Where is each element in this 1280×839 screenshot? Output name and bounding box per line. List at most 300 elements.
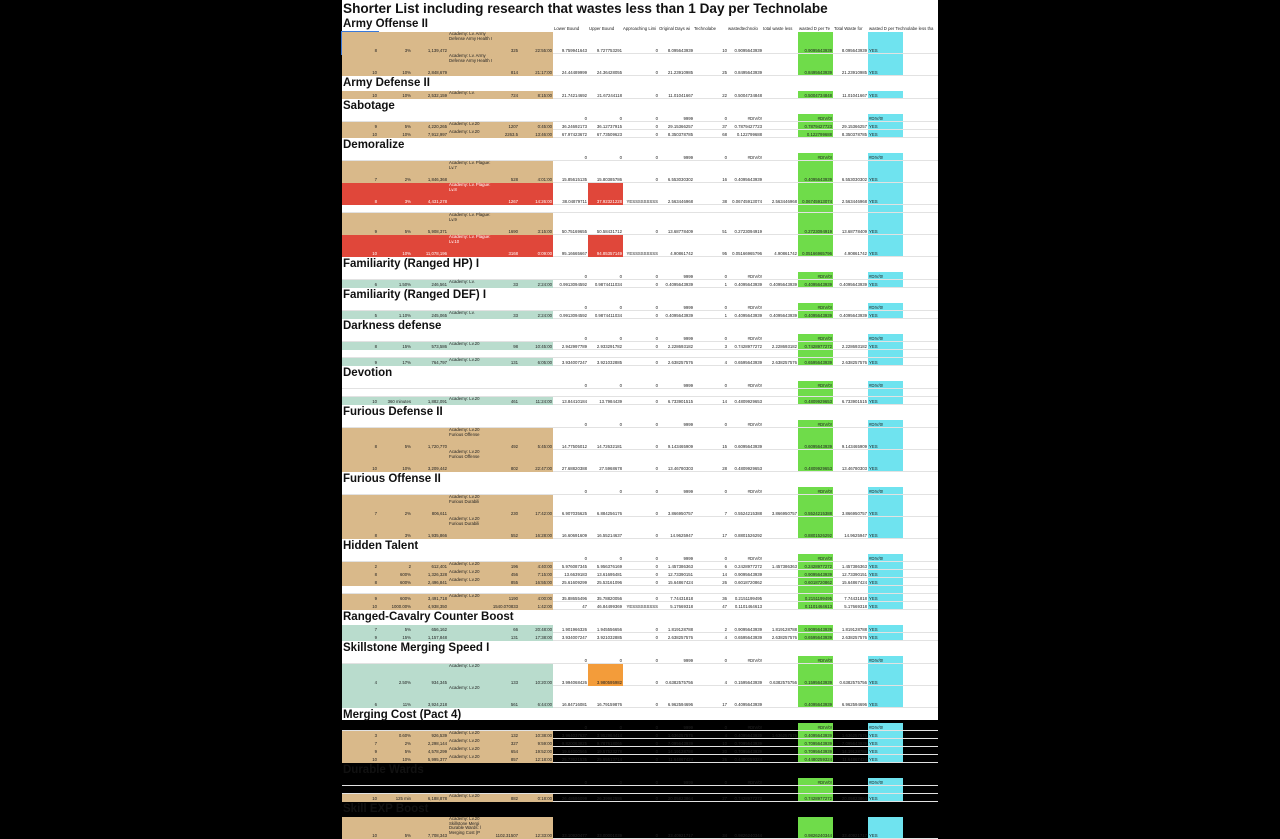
cell-d[interactable]: Academy: Lv.20 Furious Offense xyxy=(448,428,492,450)
cell-n[interactable]: 0.9095643939 xyxy=(804,47,832,53)
cell-c[interactable]: 4,578,299 xyxy=(412,747,448,755)
table-row[interactable] xyxy=(342,450,938,472)
cell-h[interactable]: 37.92321228 xyxy=(588,183,623,205)
cell-d[interactable]: Academy: Lv. Plague: Lv.10 xyxy=(448,235,492,257)
cell-c[interactable]: 245,065 xyxy=(412,311,448,319)
cell-b[interactable]: 11% xyxy=(378,686,412,708)
cell-a[interactable]: 10 xyxy=(342,794,378,802)
cell-l[interactable]: 0.6595643939 xyxy=(734,634,762,640)
table-row[interactable] xyxy=(342,786,938,794)
cell-f[interactable] xyxy=(519,554,553,562)
cell-g[interactable]: 0 xyxy=(584,304,587,310)
cell-d[interactable]: Academy: Lv.20 Furious Offense xyxy=(448,450,492,472)
cell-e[interactable]: 66 xyxy=(492,625,519,633)
cell-j[interactable]: 15.64867424 xyxy=(667,579,693,585)
cell-i[interactable]: 0 xyxy=(655,398,658,404)
cell-h[interactable]: 0.9874411034 xyxy=(594,312,622,318)
cell-d[interactable]: Academy: Lv. Plague: Lv.7 xyxy=(448,161,492,183)
cell-b[interactable]: 2% xyxy=(378,739,412,747)
cell-c[interactable]: 934,345 xyxy=(412,664,448,686)
cell-e[interactable]: 1207 xyxy=(492,122,519,130)
cell-e[interactable] xyxy=(492,656,519,664)
cell-h[interactable]: 3.921032885 xyxy=(596,359,622,365)
table-row[interactable] xyxy=(342,122,938,130)
cell-n[interactable]: 0.6595643939 xyxy=(804,634,832,640)
cell-p[interactable]: YES xyxy=(869,832,878,838)
cell-h[interactable]: 0 xyxy=(619,779,622,785)
cell-e[interactable]: 132 xyxy=(492,731,519,739)
cell-g[interactable]: 0 xyxy=(584,273,587,279)
cell-m[interactable] xyxy=(763,122,798,130)
cell-n[interactable]: #DIV/0! xyxy=(817,657,832,663)
cell-g[interactable]: 35.88655496 xyxy=(561,595,587,601)
cell-j[interactable]: 2.638257576 xyxy=(667,634,693,640)
cell-e[interactable]: 882 xyxy=(492,794,519,802)
cell-n[interactable]: 0.1101464613 xyxy=(804,603,832,609)
cell-k[interactable]: 16 xyxy=(722,176,727,182)
col-technolabe[interactable]: Technolabe xyxy=(694,26,716,31)
cell-k[interactable]: 14 xyxy=(722,398,727,404)
cell-d[interactable]: Academy: Lv. Army Defense Army Health I xyxy=(448,32,492,54)
cell-g[interactable]: 0.9913094592 xyxy=(559,281,587,287)
cell-p[interactable]: YES xyxy=(869,443,878,449)
cell-e[interactable] xyxy=(492,114,519,122)
cell-k[interactable]: 95 xyxy=(722,250,727,256)
cell-f[interactable]: 0:09:00 xyxy=(519,235,553,257)
cell-n[interactable]: 0.2151199495 xyxy=(804,595,832,601)
table-row[interactable] xyxy=(342,303,938,311)
col-upper-bound[interactable]: Upper Bound xyxy=(589,26,615,31)
cell-p[interactable]: YES xyxy=(869,131,878,137)
cell-g[interactable]: 3.994068426 xyxy=(561,679,587,685)
cell-e[interactable]: 1267 xyxy=(492,183,519,205)
cell-o[interactable]: 5.17669318 xyxy=(844,603,867,609)
cell-f[interactable] xyxy=(519,420,553,428)
cell-c[interactable]: 2,532,159 xyxy=(412,91,448,99)
cell-n[interactable]: 0.4095643939 xyxy=(804,281,832,287)
cell-p[interactable]: YES xyxy=(869,510,878,516)
cell-o[interactable]: 1.819128788 xyxy=(841,626,867,632)
cell-b[interactable] xyxy=(378,778,412,786)
cell-i[interactable]: 0 xyxy=(655,69,658,75)
cell-a[interactable]: 8 xyxy=(342,428,378,450)
cell-e[interactable]: 561 xyxy=(492,686,519,708)
cell-f[interactable]: 4:01:00 xyxy=(519,161,553,183)
cell-m[interactable] xyxy=(763,723,798,731)
cell-e[interactable] xyxy=(492,723,519,731)
cell-j[interactable]: 1.819128788 xyxy=(667,626,693,632)
cell-a[interactable]: 7 xyxy=(342,495,378,517)
cell-o[interactable]: 2.638257576 xyxy=(841,359,867,365)
cell-h[interactable]: 16.55214637 xyxy=(596,532,622,538)
cell-p[interactable]: YES xyxy=(869,312,878,318)
cell-k[interactable]: 3 xyxy=(724,343,727,349)
cell-h[interactable]: 0.9874411034 xyxy=(594,281,622,287)
cell-b[interactable]: 5% xyxy=(378,625,412,633)
cell-m[interactable] xyxy=(763,153,798,161)
cell-k[interactable]: 20 xyxy=(722,748,727,754)
cell-l[interactable]: 0.6018720862 xyxy=(734,579,762,585)
cell-m[interactable] xyxy=(763,817,798,839)
cell-b[interactable]: 5% xyxy=(378,817,412,839)
cell-i[interactable]: 0 xyxy=(655,740,658,746)
cell-h[interactable]: 0 xyxy=(619,724,622,730)
cell-l[interactable]: 0.9095643939 xyxy=(734,571,762,577)
cell-m[interactable] xyxy=(763,578,798,586)
cell-e[interactable]: 131 xyxy=(492,633,519,641)
cell-d[interactable]: Academy: Lv.20 xyxy=(448,664,492,686)
cell-f[interactable]: 10:20:00 xyxy=(519,664,553,686)
cell-m[interactable] xyxy=(763,381,798,389)
cell-k[interactable]: 14 xyxy=(722,571,727,577)
cell-m[interactable] xyxy=(763,517,798,539)
cell-a[interactable]: 6 xyxy=(342,686,378,708)
table-row[interactable] xyxy=(342,130,938,138)
table-row[interactable] xyxy=(342,153,938,161)
cell-l[interactable]: 0.05166965796 xyxy=(732,250,762,256)
cell-m[interactable] xyxy=(763,428,798,450)
cell-o[interactable]: 1.636257576 xyxy=(841,732,867,738)
cell-e[interactable]: 528 xyxy=(492,161,519,183)
cell-k[interactable]: 2 xyxy=(724,626,727,632)
cell-h[interactable]: 33.00001039 xyxy=(596,832,622,838)
cell-i[interactable]: 0 xyxy=(655,634,658,640)
cell-g[interactable]: 0 xyxy=(584,154,587,160)
cell-f[interactable]: 12:33:00 xyxy=(519,817,553,839)
cell-e[interactable] xyxy=(492,153,519,161)
cell-p[interactable]: YES xyxy=(869,92,878,98)
cell-c[interactable]: 1,720,770 xyxy=(412,428,448,450)
cell-m[interactable] xyxy=(763,487,798,495)
table-row[interactable] xyxy=(342,633,938,641)
cell-k[interactable]: 36 xyxy=(722,595,727,601)
cell-c[interactable]: 6,188,878 xyxy=(412,794,448,802)
cell-n[interactable]: 0.7879427723 xyxy=(804,123,832,129)
cell-o[interactable]: 9.143465909 xyxy=(841,443,867,449)
cell-b[interactable]: 3% xyxy=(378,517,412,539)
cell-c[interactable]: 2,298,144 xyxy=(412,739,448,747)
cell-l[interactable]: 0.4809929653 xyxy=(734,398,762,404)
cell-a[interactable]: 8 xyxy=(342,32,378,54)
cell-m[interactable]: 1.819128788 xyxy=(771,626,797,632)
cell-b[interactable]: 0.60% xyxy=(378,731,412,739)
cell-p[interactable]: #DIV/0! xyxy=(869,657,884,663)
cell-f[interactable]: 13:46:00 xyxy=(519,130,553,138)
cell-c[interactable]: 1,326,328 xyxy=(412,570,448,578)
cell-n[interactable]: 0.6095643939 xyxy=(804,443,832,449)
cell-i[interactable]: 0 xyxy=(655,335,658,341)
table-row[interactable] xyxy=(342,350,938,358)
cell-b[interactable] xyxy=(378,272,412,280)
cell-a[interactable] xyxy=(342,420,378,428)
cell-g[interactable]: 9.759941643 xyxy=(561,47,587,53)
cell-n[interactable]: 0.7095643939 xyxy=(804,740,832,746)
cell-l[interactable]: #DIV/0! xyxy=(747,657,762,663)
cell-a[interactable] xyxy=(342,334,378,342)
cell-n[interactable]: 0.2723094919 xyxy=(804,228,832,234)
cell-c[interactable]: 246,561 xyxy=(412,280,448,288)
cell-p[interactable]: YES xyxy=(869,748,878,754)
cell-d[interactable]: Academy: Lv.20 Furious Durabili xyxy=(448,517,492,539)
cell-j[interactable]: 3.866950757 xyxy=(667,510,693,516)
cell-h[interactable]: 0 xyxy=(619,488,622,494)
cell-f[interactable]: 17:38:00 xyxy=(519,633,553,641)
cell-i[interactable]: 0 xyxy=(655,359,658,365)
cell-k[interactable]: 26 xyxy=(722,756,727,762)
cell-f[interactable] xyxy=(519,487,553,495)
cell-i[interactable]: 0 xyxy=(655,626,658,632)
table-row[interactable] xyxy=(342,397,938,405)
cell-a[interactable] xyxy=(342,272,378,280)
cell-d[interactable]: Academy: Lv.20 xyxy=(448,739,492,747)
table-row[interactable] xyxy=(342,389,938,397)
cell-n[interactable]: 0.6595643939 xyxy=(804,359,832,365)
cell-a[interactable]: 10 xyxy=(342,755,378,763)
cell-o[interactable]: 6.553030302 xyxy=(841,176,867,182)
cell-e[interactable]: 1690 xyxy=(492,213,519,235)
table-row[interactable] xyxy=(342,517,938,539)
cell-g[interactable]: 19.64000565 xyxy=(561,748,587,754)
cell-d[interactable]: Academy: Lv.20 xyxy=(448,578,492,586)
cell-p[interactable]: YES xyxy=(869,595,878,601)
cell-a[interactable]: 9 xyxy=(342,122,378,130)
cell-m[interactable] xyxy=(763,747,798,755)
cell-o[interactable] xyxy=(833,272,868,280)
cell-e[interactable]: 461 xyxy=(492,397,519,405)
table-row[interactable] xyxy=(342,235,938,257)
cell-c[interactable]: 7,708,343 xyxy=(412,817,448,839)
cell-i[interactable]: 0 xyxy=(655,488,658,494)
cell-a[interactable] xyxy=(342,778,378,786)
cell-p[interactable]: YES xyxy=(869,603,878,609)
cell-o[interactable] xyxy=(833,114,868,122)
cell-j[interactable]: 9999 xyxy=(683,304,693,310)
cell-e[interactable] xyxy=(492,778,519,786)
cell-o[interactable]: 11.64867424 xyxy=(842,756,867,762)
cell-m[interactable] xyxy=(763,130,798,138)
table-row[interactable] xyxy=(342,487,938,495)
cell-h[interactable]: 13.61695481 xyxy=(596,571,622,577)
cell-m[interactable] xyxy=(763,54,798,76)
cell-k[interactable]: 0 xyxy=(724,657,727,663)
table-row[interactable] xyxy=(342,570,938,578)
cell-o[interactable]: 2.228693182 xyxy=(841,343,867,349)
cell-f[interactable]: 16:55:00 xyxy=(519,578,553,586)
cell-p[interactable]: YES xyxy=(869,679,878,685)
cell-e[interactable]: 724 xyxy=(492,91,519,99)
cell-a[interactable] xyxy=(342,381,378,389)
cell-c[interactable]: 612,401 xyxy=(412,562,448,570)
cell-e[interactable] xyxy=(492,303,519,311)
cell-n[interactable]: #DIV/0! xyxy=(817,154,832,160)
cell-g[interactable]: 3.934007247 xyxy=(561,634,587,640)
cell-n[interactable]: #DIV/0! xyxy=(817,779,832,785)
cell-l[interactable]: 0.5004734848 xyxy=(734,92,762,98)
cell-o[interactable] xyxy=(833,303,868,311)
cell-j[interactable]: 13.68778409 xyxy=(667,228,693,234)
cell-d[interactable]: Academy: Lv.20 xyxy=(448,570,492,578)
cell-d[interactable]: Academy: Lv.20 xyxy=(448,594,492,602)
cell-i[interactable]: 0 xyxy=(655,779,658,785)
cell-d[interactable]: Academy: Lv.20 xyxy=(448,794,492,802)
cell-a[interactable]: 9 xyxy=(342,213,378,235)
cell-f[interactable]: 22:47:00 xyxy=(519,450,553,472)
cell-j[interactable]: 0.6382575756 xyxy=(665,679,693,685)
cell-i[interactable]: 0 xyxy=(655,465,658,471)
cell-o[interactable]: 12.73390151 xyxy=(841,571,867,577)
cell-g[interactable]: 13.84410184 xyxy=(561,398,587,404)
cell-g[interactable]: 13.6639183 xyxy=(564,571,587,577)
cell-f[interactable] xyxy=(519,303,553,311)
cell-p[interactable]: YES xyxy=(869,732,878,738)
table-row[interactable] xyxy=(342,495,938,517)
cell-c[interactable]: 5,908,371 xyxy=(412,213,448,235)
cell-j[interactable]: 14.19128788 xyxy=(667,748,693,754)
cell-b[interactable] xyxy=(378,334,412,342)
cell-p[interactable]: YES xyxy=(869,563,878,569)
cell-n[interactable]: 0.4095643939 xyxy=(804,732,832,738)
cell-k[interactable]: 0 xyxy=(724,421,727,427)
table-row[interactable] xyxy=(342,114,938,122)
cell-e[interactable]: 33 xyxy=(492,311,519,319)
table-row[interactable] xyxy=(342,578,938,586)
cell-b[interactable]: 3% xyxy=(378,183,412,205)
cell-n[interactable]: #DIV/0! xyxy=(817,273,832,279)
cell-g[interactable]: 21.74214692 xyxy=(561,92,587,98)
cell-i[interactable]: 0 xyxy=(655,115,658,121)
cell-c[interactable]: 5,995,377 xyxy=(412,755,448,763)
cell-k[interactable]: 51 xyxy=(722,228,727,234)
col-wasted-d-less[interactable]: wasted D per Technolabe less tha xyxy=(869,26,934,31)
cell-f[interactable] xyxy=(519,114,553,122)
cell-a[interactable]: 10 xyxy=(342,450,378,472)
cell-k[interactable]: 27 xyxy=(722,795,727,801)
cell-e[interactable] xyxy=(492,487,519,495)
cell-n[interactable]: 0.9826240344 xyxy=(804,832,832,838)
cell-j[interactable]: 0.4095643939 xyxy=(665,312,693,318)
cell-k[interactable]: 0 xyxy=(724,304,727,310)
cell-p[interactable]: YES xyxy=(869,198,878,204)
cell-g[interactable]: 2.942997789 xyxy=(561,343,587,349)
cell-h[interactable]: 94.85357149 xyxy=(588,235,623,257)
cell-j[interactable]: 9999 xyxy=(683,555,693,561)
cell-k[interactable]: 28 xyxy=(722,465,727,471)
cell-b[interactable]: 600% xyxy=(378,578,412,586)
cell-e[interactable]: 98 xyxy=(492,342,519,350)
cell-a[interactable]: 10 xyxy=(342,397,378,405)
cell-a[interactable]: 10 xyxy=(342,235,378,257)
cell-l[interactable]: 0.2723094919 xyxy=(734,228,762,234)
cell-g[interactable]: 5.976087345 xyxy=(561,563,587,569)
cell-l[interactable]: #DIV/0! xyxy=(747,488,762,494)
cell-o[interactable]: 0.4095643939 xyxy=(839,312,867,318)
cell-i[interactable]: 0 xyxy=(655,176,658,182)
cell-h[interactable]: 9.787618065 xyxy=(596,740,622,746)
cell-i[interactable]: 0 xyxy=(655,421,658,427)
table-row[interactable] xyxy=(342,420,938,428)
cell-b[interactable]: 15% xyxy=(378,342,412,350)
cell-e[interactable]: 654 xyxy=(492,747,519,755)
cell-f[interactable]: 10:38:00 xyxy=(519,731,553,739)
cell-j[interactable]: 2.638257576 xyxy=(667,359,693,365)
cell-b[interactable]: 5% xyxy=(378,122,412,130)
table-row[interactable] xyxy=(342,161,938,183)
cell-g[interactable]: 27.68820388 xyxy=(561,465,587,471)
table-row[interactable] xyxy=(342,205,938,213)
cell-i[interactable]: 0 xyxy=(655,795,658,801)
cell-p[interactable]: YES xyxy=(869,281,878,287)
cell-k[interactable]: 17 xyxy=(722,532,727,538)
cell-d[interactable]: Academy: Lv.20 xyxy=(448,731,492,739)
cell-p[interactable]: #DIV/0! xyxy=(869,304,884,310)
cell-g[interactable]: 95.16665667 xyxy=(561,250,587,256)
cell-e[interactable]: 1540.070833 xyxy=(492,603,518,609)
cell-f[interactable]: 2:24:00 xyxy=(519,311,553,319)
cell-n[interactable]: 0.8495643939 xyxy=(804,69,832,75)
cell-f[interactable]: 19:52:00 xyxy=(519,747,553,755)
cell-c[interactable]: 3,209,442 xyxy=(412,450,448,472)
cell-h[interactable]: 3.921032885 xyxy=(596,634,622,640)
cell-l[interactable]: #DIV/0! xyxy=(747,304,762,310)
cell-d[interactable]: Academy: Lv.20 Skillstone Mergi Durable Wards: l Merging Cost (P xyxy=(448,817,492,839)
cell-l[interactable]: 0.7095643939 xyxy=(734,748,762,754)
cell-m[interactable] xyxy=(763,570,798,578)
table-row[interactable] xyxy=(342,747,938,755)
cell-j[interactable]: 6.733901515 xyxy=(667,398,693,404)
cell-g[interactable]: 16.60691609 xyxy=(561,532,587,538)
cell-b[interactable]: 1.10% xyxy=(378,311,412,319)
cell-b[interactable] xyxy=(378,153,412,161)
cell-o[interactable]: 3.866950757 xyxy=(841,510,867,516)
cell-n[interactable]: #DIV/0! xyxy=(817,421,832,427)
table-row[interactable] xyxy=(342,213,938,235)
cell-n[interactable]: #DIV/0! xyxy=(817,724,832,730)
cell-h[interactable]: 0 xyxy=(619,115,622,121)
cell-e[interactable]: 131 xyxy=(492,358,519,366)
cell-f[interactable]: 20:48:00 xyxy=(519,625,553,633)
cell-c[interactable] xyxy=(412,114,448,122)
col-lower-bound[interactable]: Lower Bound xyxy=(554,26,580,31)
cell-p[interactable]: #DIV/0! xyxy=(869,382,884,388)
table-row[interactable] xyxy=(342,183,938,205)
cell-m[interactable]: 0.4095643939 xyxy=(769,281,797,287)
cell-c[interactable]: 926,539 xyxy=(412,731,448,739)
cell-j[interactable]: 9999 xyxy=(683,421,693,427)
cell-m[interactable] xyxy=(763,272,798,280)
cell-f[interactable]: 3:15:00 xyxy=(519,213,553,235)
cell-j[interactable]: 6.962594696 xyxy=(667,701,693,707)
cell-p[interactable]: #DIV/0! xyxy=(869,154,884,160)
cell-g[interactable]: 16.84716081 xyxy=(561,701,587,707)
cell-h[interactable]: 3.980595982 xyxy=(588,664,623,686)
cell-o[interactable] xyxy=(833,420,868,428)
cell-a[interactable]: 10 xyxy=(342,817,378,839)
cell-c[interactable] xyxy=(412,381,448,389)
col-original-days[interactable]: Original Days wi xyxy=(659,26,691,31)
cell-b[interactable]: 1.50% xyxy=(378,280,412,288)
cell-h[interactable]: 0 xyxy=(619,154,622,160)
cell-h[interactable]: 13.7984439 xyxy=(599,398,622,404)
cell-k[interactable]: 0 xyxy=(724,488,727,494)
cell-d[interactable] xyxy=(448,778,492,786)
cell-l[interactable]: 0.9826240344 xyxy=(734,832,762,838)
cell-j[interactable]: 9999 xyxy=(683,154,693,160)
cell-e[interactable]: 456 xyxy=(492,570,519,578)
cell-k[interactable]: 4 xyxy=(724,359,727,365)
cell-d[interactable]: Academy: Lv.20 xyxy=(448,755,492,763)
col-total-waste-for[interactable]: Total Waste for xyxy=(834,26,863,31)
cell-p[interactable]: YES xyxy=(869,532,878,538)
